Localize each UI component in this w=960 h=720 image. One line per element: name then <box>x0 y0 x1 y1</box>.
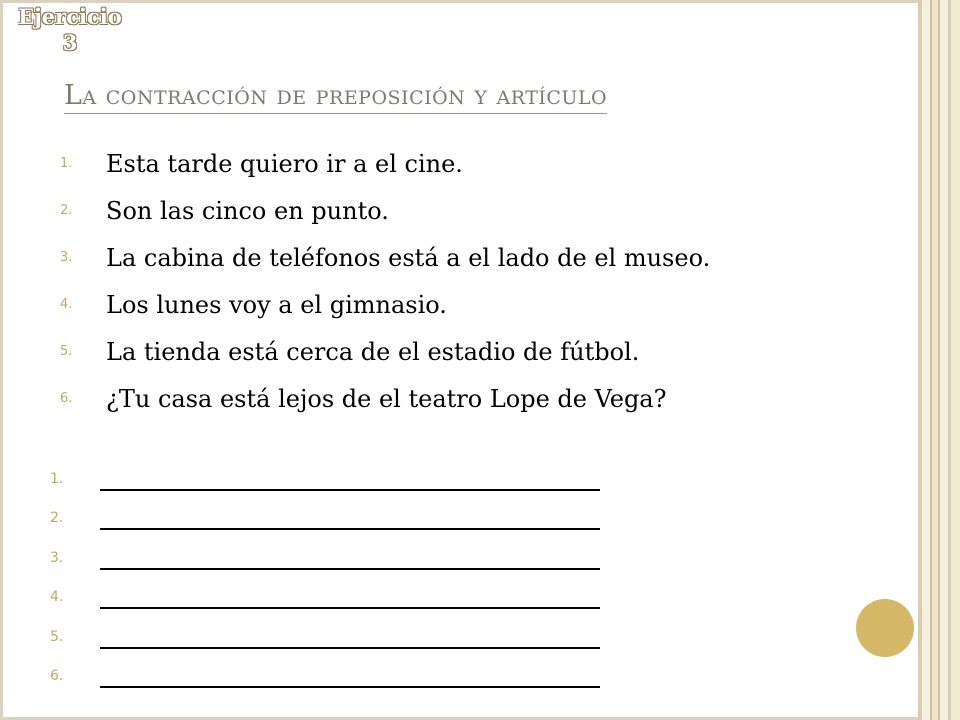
sentence-number: 4. <box>60 297 73 312</box>
sentence-number: 5. <box>60 344 73 359</box>
decor-stripe <box>940 0 948 720</box>
answer-item <box>50 657 600 697</box>
decor-stripe <box>951 0 960 720</box>
exercise-tag-line2: 3 <box>62 30 78 55</box>
sentence-item <box>60 328 710 375</box>
answer-number: 3. <box>50 549 64 566</box>
answer-number: 2. <box>50 510 64 527</box>
answer-blank-line[interactable] <box>100 625 600 649</box>
decor-stripe <box>922 0 930 720</box>
decor-circle <box>856 599 914 657</box>
answer-item <box>50 538 600 578</box>
sentence-number: 6. <box>60 391 73 406</box>
sentence-number: 2. <box>60 203 73 218</box>
sentence-text: Esta tarde quiero ir a el cine. <box>106 149 463 178</box>
answer-blank-line[interactable] <box>100 664 600 688</box>
sentence-text: ¿Tu casa está lejos de el teatro Lope de Vega? <box>106 384 667 413</box>
answer-blank-line[interactable] <box>100 546 600 570</box>
sentence-item <box>60 187 710 234</box>
answer-list <box>50 459 600 696</box>
sentence-item <box>60 234 710 281</box>
exercise-tag <box>10 4 130 56</box>
sentence-text: Los lunes voy a el gimnasio. <box>106 290 447 319</box>
sentence-item <box>60 375 710 422</box>
answer-number: 1. <box>50 470 64 487</box>
answer-item <box>50 459 600 499</box>
answer-blank-line[interactable] <box>100 506 600 530</box>
answer-number: 6. <box>50 668 64 685</box>
sentence-number: 1. <box>60 156 73 171</box>
answer-number: 5. <box>50 628 64 645</box>
answer-item <box>50 617 600 657</box>
answer-blank-line[interactable] <box>100 467 600 491</box>
page-title: La contracción de preposición y artículo <box>64 80 608 111</box>
sentence-list <box>60 140 710 422</box>
answer-number: 4. <box>50 589 64 606</box>
sentence-number: 3. <box>60 250 73 265</box>
sentence-item <box>60 140 710 187</box>
answer-item <box>50 578 600 618</box>
answer-item <box>50 499 600 539</box>
sentence-text: La cabina de teléfonos está a el lado de el museo. <box>106 243 711 272</box>
frame-left-border <box>0 0 3 720</box>
answer-blank-line[interactable] <box>100 585 600 609</box>
frame-top-border <box>0 0 925 3</box>
sentence-text: La tienda está cerca de el estadio de fútbol. <box>106 337 640 366</box>
sentence-item <box>60 281 710 328</box>
exercise-tag-line1: Ejercicio <box>18 4 122 29</box>
sentence-text: Son las cinco en punto. <box>106 196 389 225</box>
